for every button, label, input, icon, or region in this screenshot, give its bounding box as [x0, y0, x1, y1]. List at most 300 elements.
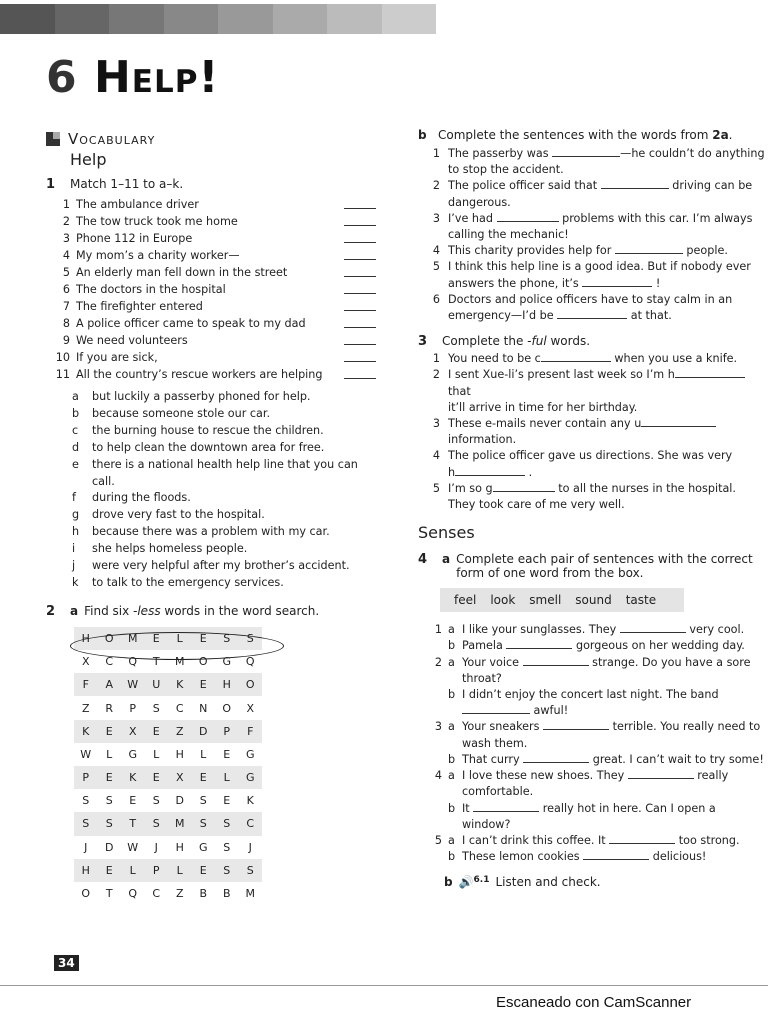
answer-blank[interactable] — [473, 801, 539, 812]
grid-cell: J — [145, 836, 169, 859]
grid-cell: X — [121, 720, 145, 743]
list-item — [418, 622, 766, 638]
item-text: the burning house to rescue the children. — [92, 423, 324, 437]
item-text — [448, 481, 766, 513]
text-part: It — [462, 801, 474, 815]
grid-cell: C — [145, 882, 169, 905]
answer-blank[interactable] — [543, 719, 609, 730]
grid-cell: R — [98, 696, 122, 719]
grid-cell: E — [145, 766, 169, 789]
item-letter: d — [72, 440, 80, 454]
grid-cell: W — [121, 673, 145, 696]
text-part: delicious! — [649, 850, 707, 864]
text-part: answers the phone, it’s — [448, 276, 583, 290]
item-number: 3 — [432, 417, 440, 431]
list-item — [46, 440, 376, 457]
grid-cell: K — [121, 766, 145, 789]
box-word: taste — [625, 593, 657, 608]
text-part: —he couldn’t do anything — [620, 147, 765, 160]
grid-cell: S — [239, 627, 263, 650]
grid-cell: F — [239, 720, 263, 743]
answer-blank[interactable] — [601, 178, 669, 189]
grid-cell: T — [145, 650, 169, 673]
grid-cell: H — [74, 627, 98, 650]
answer-blank[interactable] — [609, 833, 675, 844]
grid-row — [74, 882, 262, 905]
list-item — [418, 292, 766, 324]
answer-blank[interactable] — [344, 230, 376, 243]
exercise-2b-heading: b Complete the sentences with the words from 2a. — [418, 128, 733, 142]
text-part: dangerous. — [448, 195, 511, 209]
item-letter: i — [72, 542, 76, 556]
text-part: throat? — [462, 671, 502, 685]
item-text — [448, 416, 766, 448]
answer-blank[interactable] — [344, 281, 376, 294]
grid-row — [74, 766, 262, 789]
grid-cell: O — [215, 696, 239, 719]
grid-cell: E — [145, 720, 169, 743]
grid-cell: S — [215, 627, 239, 650]
item-text: My mom’s a charity worker— — [76, 249, 240, 262]
grid-cell: Z — [168, 720, 192, 743]
item-text: A police officer came to speak to my dad — [76, 317, 306, 330]
text-part: These lemon cookies — [462, 850, 584, 864]
item-text — [448, 367, 766, 416]
grid-cell: E — [192, 627, 216, 650]
answer-blank[interactable] — [344, 349, 376, 362]
grid-cell: Q — [239, 650, 263, 673]
text-part: people. — [682, 244, 728, 258]
text-part: too strong. — [675, 833, 740, 847]
answer-blank[interactable] — [344, 264, 376, 277]
list-item — [46, 332, 376, 349]
item-text — [448, 243, 766, 259]
item-number: 5 — [62, 266, 70, 279]
list-item — [46, 264, 376, 281]
list-item — [418, 801, 766, 833]
answer-blank[interactable] — [344, 315, 376, 328]
list-item — [418, 416, 766, 448]
grid-cell: P — [121, 696, 145, 719]
text-part: Doctors and police officers have to stay calm in an — [448, 292, 733, 306]
right-column — [418, 128, 766, 889]
grid-cell: M — [239, 882, 263, 905]
grid-cell: H — [215, 673, 239, 696]
answer-blank[interactable] — [493, 481, 555, 492]
list-item — [418, 146, 766, 178]
item-text — [448, 292, 766, 324]
text-part: when you use a knife. — [610, 352, 738, 366]
text-part: at that. — [627, 309, 672, 323]
word-circle-homeless — [70, 632, 284, 660]
item-letter: b — [448, 801, 456, 815]
text-part: I’ve had — [448, 211, 497, 225]
item-number: 3 — [432, 211, 440, 225]
item-letter: a — [448, 769, 455, 783]
list-item — [46, 558, 376, 575]
exercise-2a-heading: 2 a Find six -less words in the word search. — [46, 603, 320, 619]
grid-cell: B — [192, 882, 216, 905]
item-text — [462, 622, 766, 638]
item-text: The firefighter entered — [76, 300, 203, 313]
list-item — [46, 524, 376, 541]
grid-cell: L — [145, 743, 169, 766]
text-part: it’ll arrive in time for her birthday. — [448, 400, 638, 414]
text-part: really hot in here. Can I open a — [539, 801, 716, 815]
exercise-1-items — [46, 196, 376, 383]
page-number: 34 — [54, 955, 79, 971]
exercise-4a-heading: 4 a Complete each pair of sentences with the correct form of one word from the box. — [418, 552, 753, 581]
answer-blank[interactable] — [497, 211, 559, 222]
list-item — [46, 423, 376, 440]
text-part: The police officer said that — [448, 179, 601, 193]
grid-cell: L — [192, 743, 216, 766]
grid-cell: P — [215, 720, 239, 743]
item-text: she helps homeless people. — [92, 542, 248, 556]
item-number: 1 — [432, 352, 440, 366]
vocabulary-heading: Vocabulary — [46, 130, 376, 148]
item-text — [462, 655, 766, 687]
unit-title: 6 Help! — [46, 52, 220, 103]
audio-track-number: 6.1 — [473, 875, 490, 886]
item-text: to talk to the emergency services. — [92, 575, 284, 589]
item-number: 10 — [55, 351, 70, 364]
item-letter: a — [448, 623, 455, 637]
box-word: sound — [575, 593, 612, 608]
item-text: to help clean the downtown area for free. — [92, 440, 325, 454]
grid-cell: G — [239, 766, 263, 789]
item-number: 2 — [432, 179, 440, 193]
grid-cell: D — [168, 789, 192, 812]
grid-cell: C — [168, 696, 192, 719]
answer-blank[interactable] — [615, 243, 683, 254]
item-letter: g — [72, 508, 80, 522]
text-part: h — [448, 465, 456, 479]
word-box — [440, 588, 684, 612]
grid-cell: D — [98, 836, 122, 859]
list-item — [46, 247, 376, 264]
exercise-1-answers — [46, 389, 376, 592]
box-word: smell — [529, 593, 562, 608]
box-word: look — [490, 593, 516, 608]
answer-blank[interactable] — [344, 366, 376, 379]
grid-cell: E — [98, 720, 122, 743]
word-search-grid — [74, 627, 262, 905]
text-part: I think this help line is a good idea. But if nobody ever — [448, 260, 751, 274]
list-item — [418, 481, 766, 513]
grid-cell: S — [215, 836, 239, 859]
grid-cell: C — [98, 650, 122, 673]
item-letter: a — [448, 833, 455, 847]
item-text: during the floods. — [92, 491, 191, 505]
text-part: The police officer gave us directions. She was very — [448, 449, 733, 463]
grid-cell: E — [98, 859, 122, 882]
item-text — [448, 211, 766, 243]
text-part: I sent Xue-li’s present last week so I’m h — [448, 368, 675, 382]
answer-blank[interactable] — [344, 196, 376, 209]
left-column — [46, 130, 376, 905]
box-word: feel — [454, 593, 477, 608]
grid-cell: S — [215, 859, 239, 882]
section-icon — [46, 132, 60, 146]
grid-cell: K — [74, 720, 98, 743]
grid-cell: S — [98, 812, 122, 835]
grid-cell: E — [145, 627, 169, 650]
grid-cell: S — [215, 812, 239, 835]
list-item — [46, 541, 376, 558]
grid-cell: E — [121, 789, 145, 812]
grid-row — [74, 743, 262, 766]
grid-cell: E — [192, 673, 216, 696]
list-item — [46, 406, 376, 423]
list-item — [418, 752, 766, 768]
grid-cell: K — [168, 673, 192, 696]
item-number — [418, 849, 448, 865]
item-text: We need volunteers — [76, 334, 188, 347]
text-part: Your voice — [462, 655, 523, 669]
item-number: 6 — [432, 292, 440, 306]
grid-cell: H — [168, 836, 192, 859]
list-item — [46, 507, 376, 524]
answer-blank[interactable] — [552, 146, 620, 157]
grid-cell: E — [215, 789, 239, 812]
text-part: Your sneakers — [462, 720, 544, 734]
answer-blank[interactable] — [582, 276, 652, 287]
grid-cell: W — [121, 836, 145, 859]
grid-cell: E — [192, 766, 216, 789]
list-item — [46, 281, 376, 298]
grid-cell: B — [215, 882, 239, 905]
senses-heading: Senses — [418, 523, 475, 543]
text-part: that — [448, 384, 471, 398]
grid-cell: E — [192, 859, 216, 882]
list-item — [46, 349, 376, 366]
answer-blank[interactable] — [344, 247, 376, 260]
exercise-3-items — [418, 351, 766, 513]
answer-blank[interactable] — [641, 416, 716, 427]
grid-cell: D — [192, 720, 216, 743]
grid-cell: T — [121, 812, 145, 835]
item-letter: h — [72, 525, 80, 539]
grid-cell: C — [239, 812, 263, 835]
list-item — [418, 719, 766, 751]
text-part: I didn’t enjoy the concert last night. The band — [462, 688, 719, 702]
grid-cell: Q — [121, 882, 145, 905]
list-item — [46, 213, 376, 230]
list-item — [46, 196, 376, 213]
item-number — [418, 752, 448, 768]
exercise-1-heading: 1 Match 1–11 to a–k. — [46, 177, 184, 192]
list-item — [46, 490, 376, 507]
grid-cell: X — [239, 696, 263, 719]
item-number: 1 — [62, 198, 70, 211]
text-part: window? — [462, 817, 511, 831]
grid-cell: M — [168, 650, 192, 673]
item-text: The ambulance driver — [76, 198, 199, 211]
text-part: ! — [652, 276, 661, 290]
text-part: to stop the accident. — [448, 163, 564, 177]
list-item — [418, 448, 766, 480]
grid-cell: Z — [168, 882, 192, 905]
grid-cell: S — [145, 696, 169, 719]
item-number: 5 — [432, 481, 440, 495]
item-number: 2 — [432, 368, 440, 382]
grid-cell: O — [192, 650, 216, 673]
item-text — [448, 146, 766, 178]
grid-cell: J — [74, 836, 98, 859]
text-part: great. I can’t wait to try some! — [589, 752, 764, 766]
answer-blank[interactable] — [675, 367, 745, 378]
grid-cell: S — [239, 859, 263, 882]
exercise-3-heading: 3 Complete the -ful words. — [418, 334, 591, 350]
answer-blank[interactable] — [557, 308, 627, 319]
text-part: problems with this car. I’m always — [558, 211, 753, 225]
item-letter: e — [72, 457, 79, 471]
text-part: . — [525, 465, 533, 479]
list-item — [46, 315, 376, 332]
item-text: there is a national health help line that you can call. — [92, 457, 358, 488]
list-item — [418, 211, 766, 243]
grid-cell: J — [239, 836, 263, 859]
exercise-4b: b 🔊 6.1 Listen and check. — [444, 875, 601, 890]
grid-cell: S — [74, 789, 98, 812]
grid-cell: X — [74, 650, 98, 673]
text-part: I like your sunglasses. They — [462, 623, 620, 637]
item-number — [418, 638, 448, 654]
answer-blank[interactable] — [523, 655, 589, 666]
grid-cell: A — [98, 673, 122, 696]
item-number: 4 — [62, 249, 70, 262]
grid-cell: G — [192, 836, 216, 859]
grid-cell: E — [215, 743, 239, 766]
text-part: I’m so g — [448, 481, 493, 495]
text-part: wash them. — [462, 736, 528, 750]
answer-blank[interactable] — [583, 849, 649, 860]
answer-blank[interactable] — [344, 298, 376, 311]
grid-cell: X — [168, 766, 192, 789]
item-number: 5 — [432, 260, 440, 274]
item-text: The tow truck took me home — [76, 215, 238, 228]
list-item — [418, 768, 766, 800]
grid-cell: G — [121, 743, 145, 766]
item-text — [462, 752, 766, 768]
item-text — [462, 719, 766, 751]
item-letter: b — [448, 688, 456, 702]
item-number: 2 — [434, 655, 442, 669]
grid-cell: S — [74, 812, 98, 835]
item-letter: a — [72, 390, 79, 403]
grid-cell: L — [168, 627, 192, 650]
answer-blank[interactable] — [455, 465, 525, 476]
grid-cell: S — [192, 789, 216, 812]
item-text: but luckily a passerby phoned for help. — [92, 390, 311, 403]
item-letter: b — [72, 406, 80, 420]
header-gradient-bar — [0, 4, 436, 34]
grid-cell: Q — [121, 650, 145, 673]
list-item — [418, 833, 766, 849]
answer-blank[interactable] — [462, 703, 530, 714]
grid-cell: P — [145, 859, 169, 882]
grid-cell: S — [145, 812, 169, 835]
answer-blank[interactable] — [541, 351, 611, 362]
list-item — [46, 575, 376, 592]
text-part: very cool. — [685, 623, 745, 637]
item-text: The doctors in the hospital — [76, 283, 226, 296]
item-text — [462, 801, 766, 833]
text-part: This charity provides help for — [448, 244, 615, 258]
text-part: gorgeous on her wedding day. — [572, 639, 745, 653]
item-letter: k — [72, 575, 79, 589]
grid-cell: K — [239, 789, 263, 812]
list-item — [418, 243, 766, 259]
grid-cell: S — [145, 789, 169, 812]
text-part: awful! — [530, 704, 569, 718]
item-text: because there was a problem with my car. — [92, 525, 330, 539]
text-part: These e-mails never contain any u — [448, 417, 642, 431]
list-item — [418, 849, 766, 865]
item-text — [462, 849, 766, 865]
item-text: were very helpful after my brother’s accident. — [92, 559, 350, 573]
item-letter: f — [72, 491, 76, 505]
item-text — [462, 687, 766, 719]
grid-row — [74, 859, 262, 882]
list-item — [418, 351, 766, 367]
answer-blank[interactable] — [506, 638, 572, 649]
item-number: 2 — [62, 215, 70, 228]
audio-speaker-icon[interactable]: 🔊 — [458, 875, 474, 890]
text-part: really — [693, 769, 729, 783]
list-item — [418, 638, 766, 654]
item-text — [462, 638, 766, 654]
item-number: 3 — [62, 232, 70, 245]
grid-cell: L — [98, 743, 122, 766]
grid-row — [74, 789, 262, 812]
grid-cell: F — [74, 673, 98, 696]
item-letter: c — [72, 423, 79, 437]
answer-blank[interactable] — [523, 752, 589, 763]
list-item — [418, 367, 766, 416]
item-text: drove very fast to the hospital. — [92, 508, 265, 522]
item-number: 4 — [432, 449, 440, 463]
answer-blank[interactable] — [344, 332, 376, 345]
item-text — [448, 448, 766, 480]
item-number — [418, 687, 448, 719]
list-item — [418, 178, 766, 210]
text-part: The passerby was — [448, 147, 553, 160]
list-item — [46, 298, 376, 315]
grid-cell: G — [215, 650, 239, 673]
answer-blank[interactable] — [628, 768, 694, 779]
vocabulary-subheading: Help — [70, 150, 107, 169]
item-number: 6 — [62, 283, 70, 296]
item-number: 3 — [434, 720, 442, 734]
grid-cell: H — [74, 859, 98, 882]
answer-blank[interactable] — [344, 213, 376, 226]
item-text: An elderly man fell down in the street — [76, 266, 288, 279]
item-letter: a — [448, 655, 455, 669]
text-part: Pamela — [462, 639, 507, 653]
grid-cell: O — [74, 882, 98, 905]
grid-cell: O — [98, 627, 122, 650]
item-number: 7 — [62, 300, 70, 313]
item-number: 9 — [62, 334, 70, 347]
grid-cell: P — [74, 766, 98, 789]
grid-row — [74, 836, 262, 859]
item-letter: j — [72, 559, 76, 573]
answer-blank[interactable] — [620, 622, 686, 633]
text-part: emergency—I’d be — [448, 309, 558, 323]
exercise-4a-items — [418, 622, 766, 865]
